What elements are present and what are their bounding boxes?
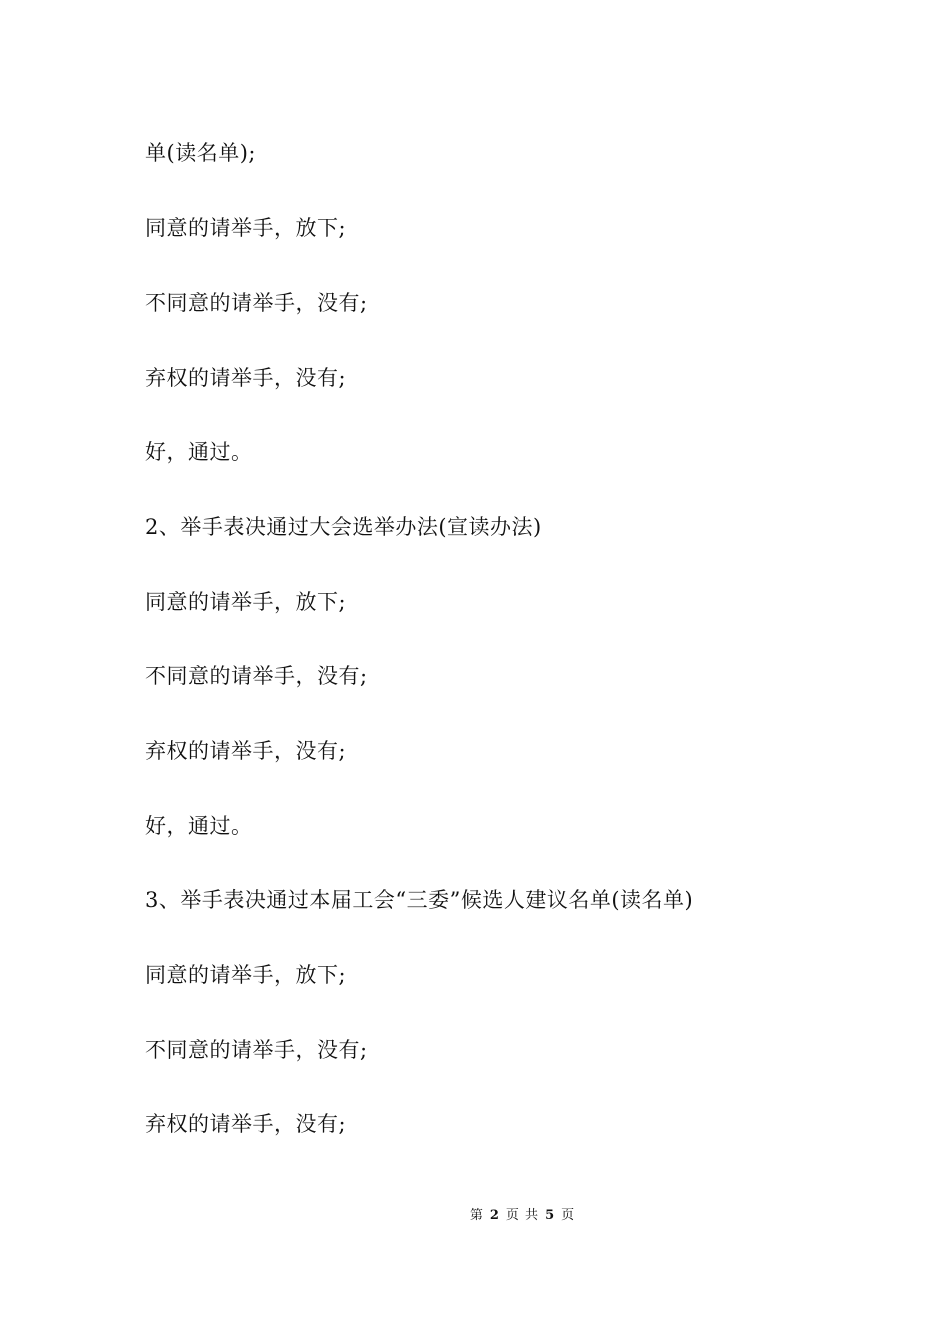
current-page-number: 2 [489,1208,500,1223]
text-line: 好，通过。 [145,440,253,464]
text-line: 3、举手表决通过本届工会“三委”候选人建议名单(读名单) [145,888,694,912]
footer-prefix: 第 [469,1208,484,1223]
total-pages-number: 5 [545,1208,556,1223]
text-line: 不同意的请举手，没有; [145,664,368,688]
text-line: 不同意的请举手，没有; [145,1038,368,1062]
text-line: 同意的请举手，放下; [145,590,347,614]
text-line: 同意的请举手，放下; [145,216,347,240]
page-footer [0,1207,950,1225]
footer-suffix: 页 [561,1208,576,1223]
text-line: 不同意的请举手，没有; [145,291,368,315]
text-line: 弃权的请举手，没有; [145,366,347,390]
text-line: 2、举手表决通过大会选举办法(宣读办法) [145,515,542,539]
text-line: 弃权的请举手，没有; [145,1112,347,1136]
footer-middle: 页 共 [505,1208,540,1223]
text-line: 同意的请举手，放下; [145,963,347,987]
text-line: 好，通过。 [145,814,253,838]
text-line: 弃权的请举手，没有; [145,739,347,763]
text-line: 单(读名单); [145,141,256,165]
